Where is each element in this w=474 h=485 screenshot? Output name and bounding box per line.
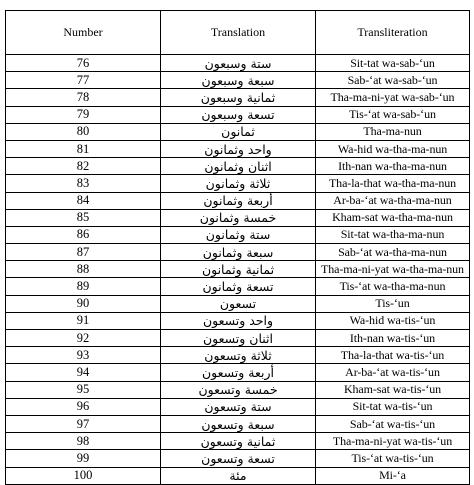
number-cell: 96: [6, 398, 161, 415]
transliteration-cell: Tis-‘un: [316, 295, 470, 312]
number-cell: 85: [6, 209, 161, 226]
transliteration-cell: Sit-tat wa-sab-‘un: [316, 55, 470, 72]
transliteration-cell: Tha-ma-ni-yat wa-tha-ma-nun: [316, 261, 470, 278]
number-cell: 93: [6, 347, 161, 364]
transliteration-cell: Sab-‘at wa-tha-ma-nun: [316, 244, 470, 261]
translation-cell: ثمانية وسبعون: [161, 89, 316, 106]
table-row: [6, 55, 470, 72]
transliteration-cell: Tha-ma-ni-yat wa-sab-‘un: [316, 89, 470, 106]
translation-cell: ثلاثة وثمانون: [161, 175, 316, 192]
number-cell: 87: [6, 244, 161, 261]
transliteration-cell: Tha-la-that wa-tis-‘un: [316, 347, 470, 364]
number-cell: 78: [6, 89, 161, 106]
table-row: [6, 175, 470, 192]
transliteration-cell: Tis-‘at wa-tis-‘un: [316, 450, 470, 467]
table-row: [6, 330, 470, 347]
transliteration-cell: Mi-‘a: [316, 467, 470, 484]
number-cell: 92: [6, 330, 161, 347]
header-row: [6, 11, 470, 55]
number-cell: 77: [6, 72, 161, 89]
table-row: [6, 226, 470, 243]
transliteration-cell: Kham-sat wa-tha-ma-nun: [316, 209, 470, 226]
header-transliteration: Transliteration: [316, 11, 470, 55]
number-cell: 95: [6, 381, 161, 398]
transliteration-cell: Tis-‘at wa-tha-ma-nun: [316, 278, 470, 295]
number-cell: 82: [6, 158, 161, 175]
translation-cell: واحد وتسعون: [161, 312, 316, 329]
transliteration-cell: Ar-ba-‘at wa-tis-‘un: [316, 364, 470, 381]
number-cell: 80: [6, 123, 161, 140]
header-number: Number: [6, 11, 161, 55]
numbers-table: [5, 10, 470, 485]
transliteration-cell: Tha-ma-ni-yat wa-tis-‘un: [316, 433, 470, 450]
translation-cell: تسعة وسبعون: [161, 106, 316, 123]
translation-cell: تسعون: [161, 295, 316, 312]
table-header: [6, 11, 470, 55]
table-row: [6, 72, 470, 89]
translation-cell: سبعة وثمانون: [161, 244, 316, 261]
number-cell: 98: [6, 433, 161, 450]
table-row: [6, 433, 470, 450]
table-row: [6, 347, 470, 364]
table-row: [6, 158, 470, 175]
table-row: [6, 450, 470, 467]
number-cell: 99: [6, 450, 161, 467]
transliteration-cell: Wa-hid wa-tha-ma-nun: [316, 140, 470, 157]
table-row: [6, 192, 470, 209]
table-row: [6, 244, 470, 261]
translation-cell: أربعة وتسعون: [161, 364, 316, 381]
transliteration-cell: Tha-la-that wa-tha-ma-nun: [316, 175, 470, 192]
transliteration-cell: Sab-‘at wa-tis-‘un: [316, 415, 470, 432]
translation-cell: سبعة وسبعون: [161, 72, 316, 89]
number-cell: 84: [6, 192, 161, 209]
translation-cell: ستة وتسعون: [161, 398, 316, 415]
translation-cell: تسعة وتسعون: [161, 450, 316, 467]
table-row: [6, 381, 470, 398]
transliteration-cell: Sab-‘at wa-sab-‘un: [316, 72, 470, 89]
transliteration-cell: Ith-nan wa-tha-ma-nun: [316, 158, 470, 175]
number-cell: 100: [6, 467, 161, 484]
number-cell: 83: [6, 175, 161, 192]
number-cell: 94: [6, 364, 161, 381]
transliteration-cell: Kham-sat wa-tis-‘un: [316, 381, 470, 398]
number-cell: 90: [6, 295, 161, 312]
table-row: [6, 261, 470, 278]
number-cell: 91: [6, 312, 161, 329]
translation-cell: ستة وثمانون: [161, 226, 316, 243]
table-row: [6, 123, 470, 140]
table-row: [6, 312, 470, 329]
table-body: [6, 55, 470, 485]
translation-cell: ثلاثة وتسعون: [161, 347, 316, 364]
translation-cell: خمسة وتسعون: [161, 381, 316, 398]
transliteration-cell: Tis-‘at wa-sab-‘un: [316, 106, 470, 123]
header-translation: Translation: [161, 11, 316, 55]
number-cell: 79: [6, 106, 161, 123]
translation-cell: تسعة وثمانون: [161, 278, 316, 295]
translation-cell: اثنان وتسعون: [161, 330, 316, 347]
translation-cell: مئة: [161, 467, 316, 484]
transliteration-cell: Ar-ba-‘at wa-tha-ma-nun: [316, 192, 470, 209]
translation-cell: واحد وثمانون: [161, 140, 316, 157]
table-row: [6, 278, 470, 295]
table-row: [6, 295, 470, 312]
transliteration-cell: Ith-nan wa-tis-‘un: [316, 330, 470, 347]
translation-cell: ثمانية وثمانون: [161, 261, 316, 278]
translation-cell: سبعة وتسعون: [161, 415, 316, 432]
transliteration-cell: Sit-tat wa-tha-ma-nun: [316, 226, 470, 243]
table-row: [6, 415, 470, 432]
table-row: [6, 140, 470, 157]
number-cell: 97: [6, 415, 161, 432]
number-cell: 81: [6, 140, 161, 157]
number-cell: 76: [6, 55, 161, 72]
table-row: [6, 209, 470, 226]
transliteration-cell: Wa-hid wa-tis-‘un: [316, 312, 470, 329]
transliteration-cell: Sit-tat wa-tis-‘un: [316, 398, 470, 415]
table-row: [6, 106, 470, 123]
translation-cell: ستة وسبعون: [161, 55, 316, 72]
number-cell: 88: [6, 261, 161, 278]
translation-cell: خمسة وثمانون: [161, 209, 316, 226]
table-row: [6, 467, 470, 484]
number-cell: 89: [6, 278, 161, 295]
number-cell: 86: [6, 226, 161, 243]
translation-cell: اثنان وثمانون: [161, 158, 316, 175]
translation-cell: أربعة وثمانون: [161, 192, 316, 209]
translation-cell: ثمانون: [161, 123, 316, 140]
table-row: [6, 398, 470, 415]
translation-cell: ثمانية وتسعون: [161, 433, 316, 450]
table-row: [6, 89, 470, 106]
transliteration-cell: Tha-ma-nun: [316, 123, 470, 140]
table-row: [6, 364, 470, 381]
